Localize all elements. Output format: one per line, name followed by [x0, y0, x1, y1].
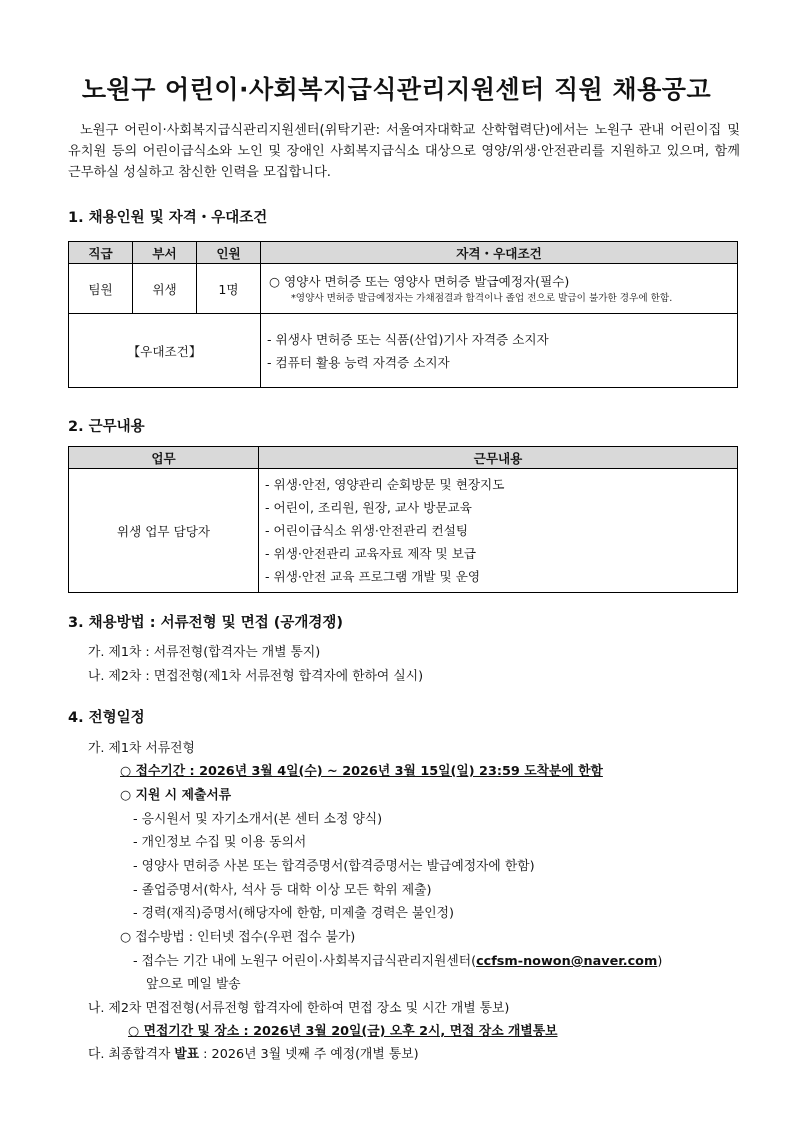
header-dept: 부서 — [133, 242, 197, 264]
preferred-item: - 컴퓨터 활용 능력 자격증 소지자 — [267, 354, 450, 370]
email-instruction — [133, 950, 662, 969]
application-period: ○ 접수기간 : 2026년 3월 4일(수) ~ 2026년 3월 15일(일) 23:59 도착분에 한함 — [120, 764, 603, 779]
qualification-text: ○ 영양사 면허증 또는 영양사 면허증 발급예정자(필수) — [269, 273, 570, 289]
section3-heading: 3. 채용방법 : 서류전형 및 면접 (공개경쟁) — [68, 615, 344, 631]
header-count: 인원 — [197, 242, 261, 264]
table-row — [69, 264, 738, 314]
documents-title: ○ 지원 시 제출서류 — [120, 788, 232, 803]
interview-period: ○ 면접기간 및 장소 : 2026년 3월 20일(금) 오후 2시, 면접 장소 개별통보 — [128, 1024, 558, 1039]
document-item: - 졸업증명서(학사, 석사 등 대학 이상 모든 학위 제출) — [133, 883, 432, 898]
section2-heading: 2. 근무내용 — [68, 419, 145, 435]
cell-duties — [259, 469, 738, 593]
duty-item: - 어린이급식소 위생·안전관리 컨설팅 — [265, 523, 469, 538]
final-bold: 발표 — [174, 1047, 200, 1062]
preferred-label: 【우대조건】 — [69, 314, 261, 388]
email-post: ) — [657, 954, 663, 969]
header-qualification: 자격・우대조건 — [261, 242, 738, 264]
duty-item: - 위생·안전, 영양관리 순회방문 및 현장지도 — [265, 477, 505, 492]
header-task: 업무 — [69, 447, 259, 469]
duty-item: - 어린이, 조리원, 원장, 교사 방문교육 — [265, 500, 472, 515]
final-post: : 2026년 3월 넷째 주 예정(개별 통보) — [199, 1047, 419, 1062]
method-item: 가. 제1차 : 서류전형(합격자는 개별 통지) — [88, 645, 321, 660]
preferred-conditions — [261, 314, 738, 388]
cell-task: 위생 업무 담당자 — [69, 469, 259, 593]
table-row — [69, 469, 738, 593]
document-item: - 응시원서 및 자기소개서(본 센터 소정 양식) — [133, 812, 383, 827]
header-duties: 근무내용 — [259, 447, 738, 469]
email-continuation: 앞으로 메일 발송 — [146, 977, 241, 992]
table-row-preferred — [69, 314, 738, 388]
cell-qualification — [261, 264, 738, 314]
duties-table — [68, 446, 738, 593]
email-address[interactable]: ccfsm-nowon@naver.com — [476, 954, 658, 969]
recruitment-table — [68, 241, 738, 388]
duty-item: - 위생·안전 교육 프로그램 개발 및 운영 — [265, 569, 481, 584]
intro-paragraph: 노원구 어린이·사회복지급식관리지원센터(위탁기관: 서울여자대학교 산학협력단)에서는 노원구 관내 어린이집 및 유치원 등의 어린이급식소와 노인 및 장애인 사회복지급식소 대상으로 영양/위생·안전관리를 지원하고 있으며, 함께 근무하실 성실하고 참신한 인력을 모집합니다. — [68, 123, 740, 180]
header-rank: 직급 — [69, 242, 133, 264]
section4-heading: 4. 전형일정 — [68, 710, 145, 726]
cell-rank: 팀원 — [69, 264, 133, 314]
section1-heading: 1. 채용인원 및 자격・우대조건 — [68, 210, 268, 226]
table-header-row — [69, 242, 738, 264]
document-item: - 개인정보 수집 및 이용 동의서 — [133, 835, 307, 850]
duty-item: - 위생·안전관리 교육자료 제작 및 보급 — [265, 546, 477, 561]
final-pre: 다. 최종합격자 — [88, 1047, 175, 1062]
document-item: - 영양사 면허증 사본 또는 합격증명서(합격증명서는 발급예정자에 한함) — [133, 859, 535, 874]
document-title: 노원구 어린이·사회복지급식관리지원센터 직원 채용공고 — [81, 75, 712, 104]
final-announcement — [88, 1043, 419, 1062]
qualification-note: *영양사 면허증 발급예정자는 가채점결과 합격이나 졸업 전으로 발급이 불가한 경우에 한함. — [291, 292, 673, 304]
table-header-row — [69, 447, 738, 469]
cell-count: 1명 — [197, 264, 261, 314]
document-item: - 경력(재직)증명서(해당자에 한함, 미제출 경력은 불인정) — [133, 906, 454, 921]
method-item: 나. 제2차 : 면접전형(제1차 서류전형 합격자에 한하여 실시) — [88, 669, 424, 684]
schedule-step2: 나. 제2차 면접전형(서류전형 합격자에 한하여 면접 장소 및 시간 개별 통보) — [88, 1001, 510, 1016]
schedule-step1: 가. 제1차 서류전형 — [88, 741, 195, 756]
preferred-item: - 위생사 면허증 또는 식품(산업)기사 자격증 소지자 — [267, 331, 549, 347]
email-pre: - 접수는 기간 내에 노원구 어린이·사회복지급식관리지원센터( — [133, 954, 477, 969]
application-method: ○ 접수방법 : 인터넷 접수(우편 접수 불가) — [120, 930, 356, 945]
cell-dept: 위생 — [133, 264, 197, 314]
